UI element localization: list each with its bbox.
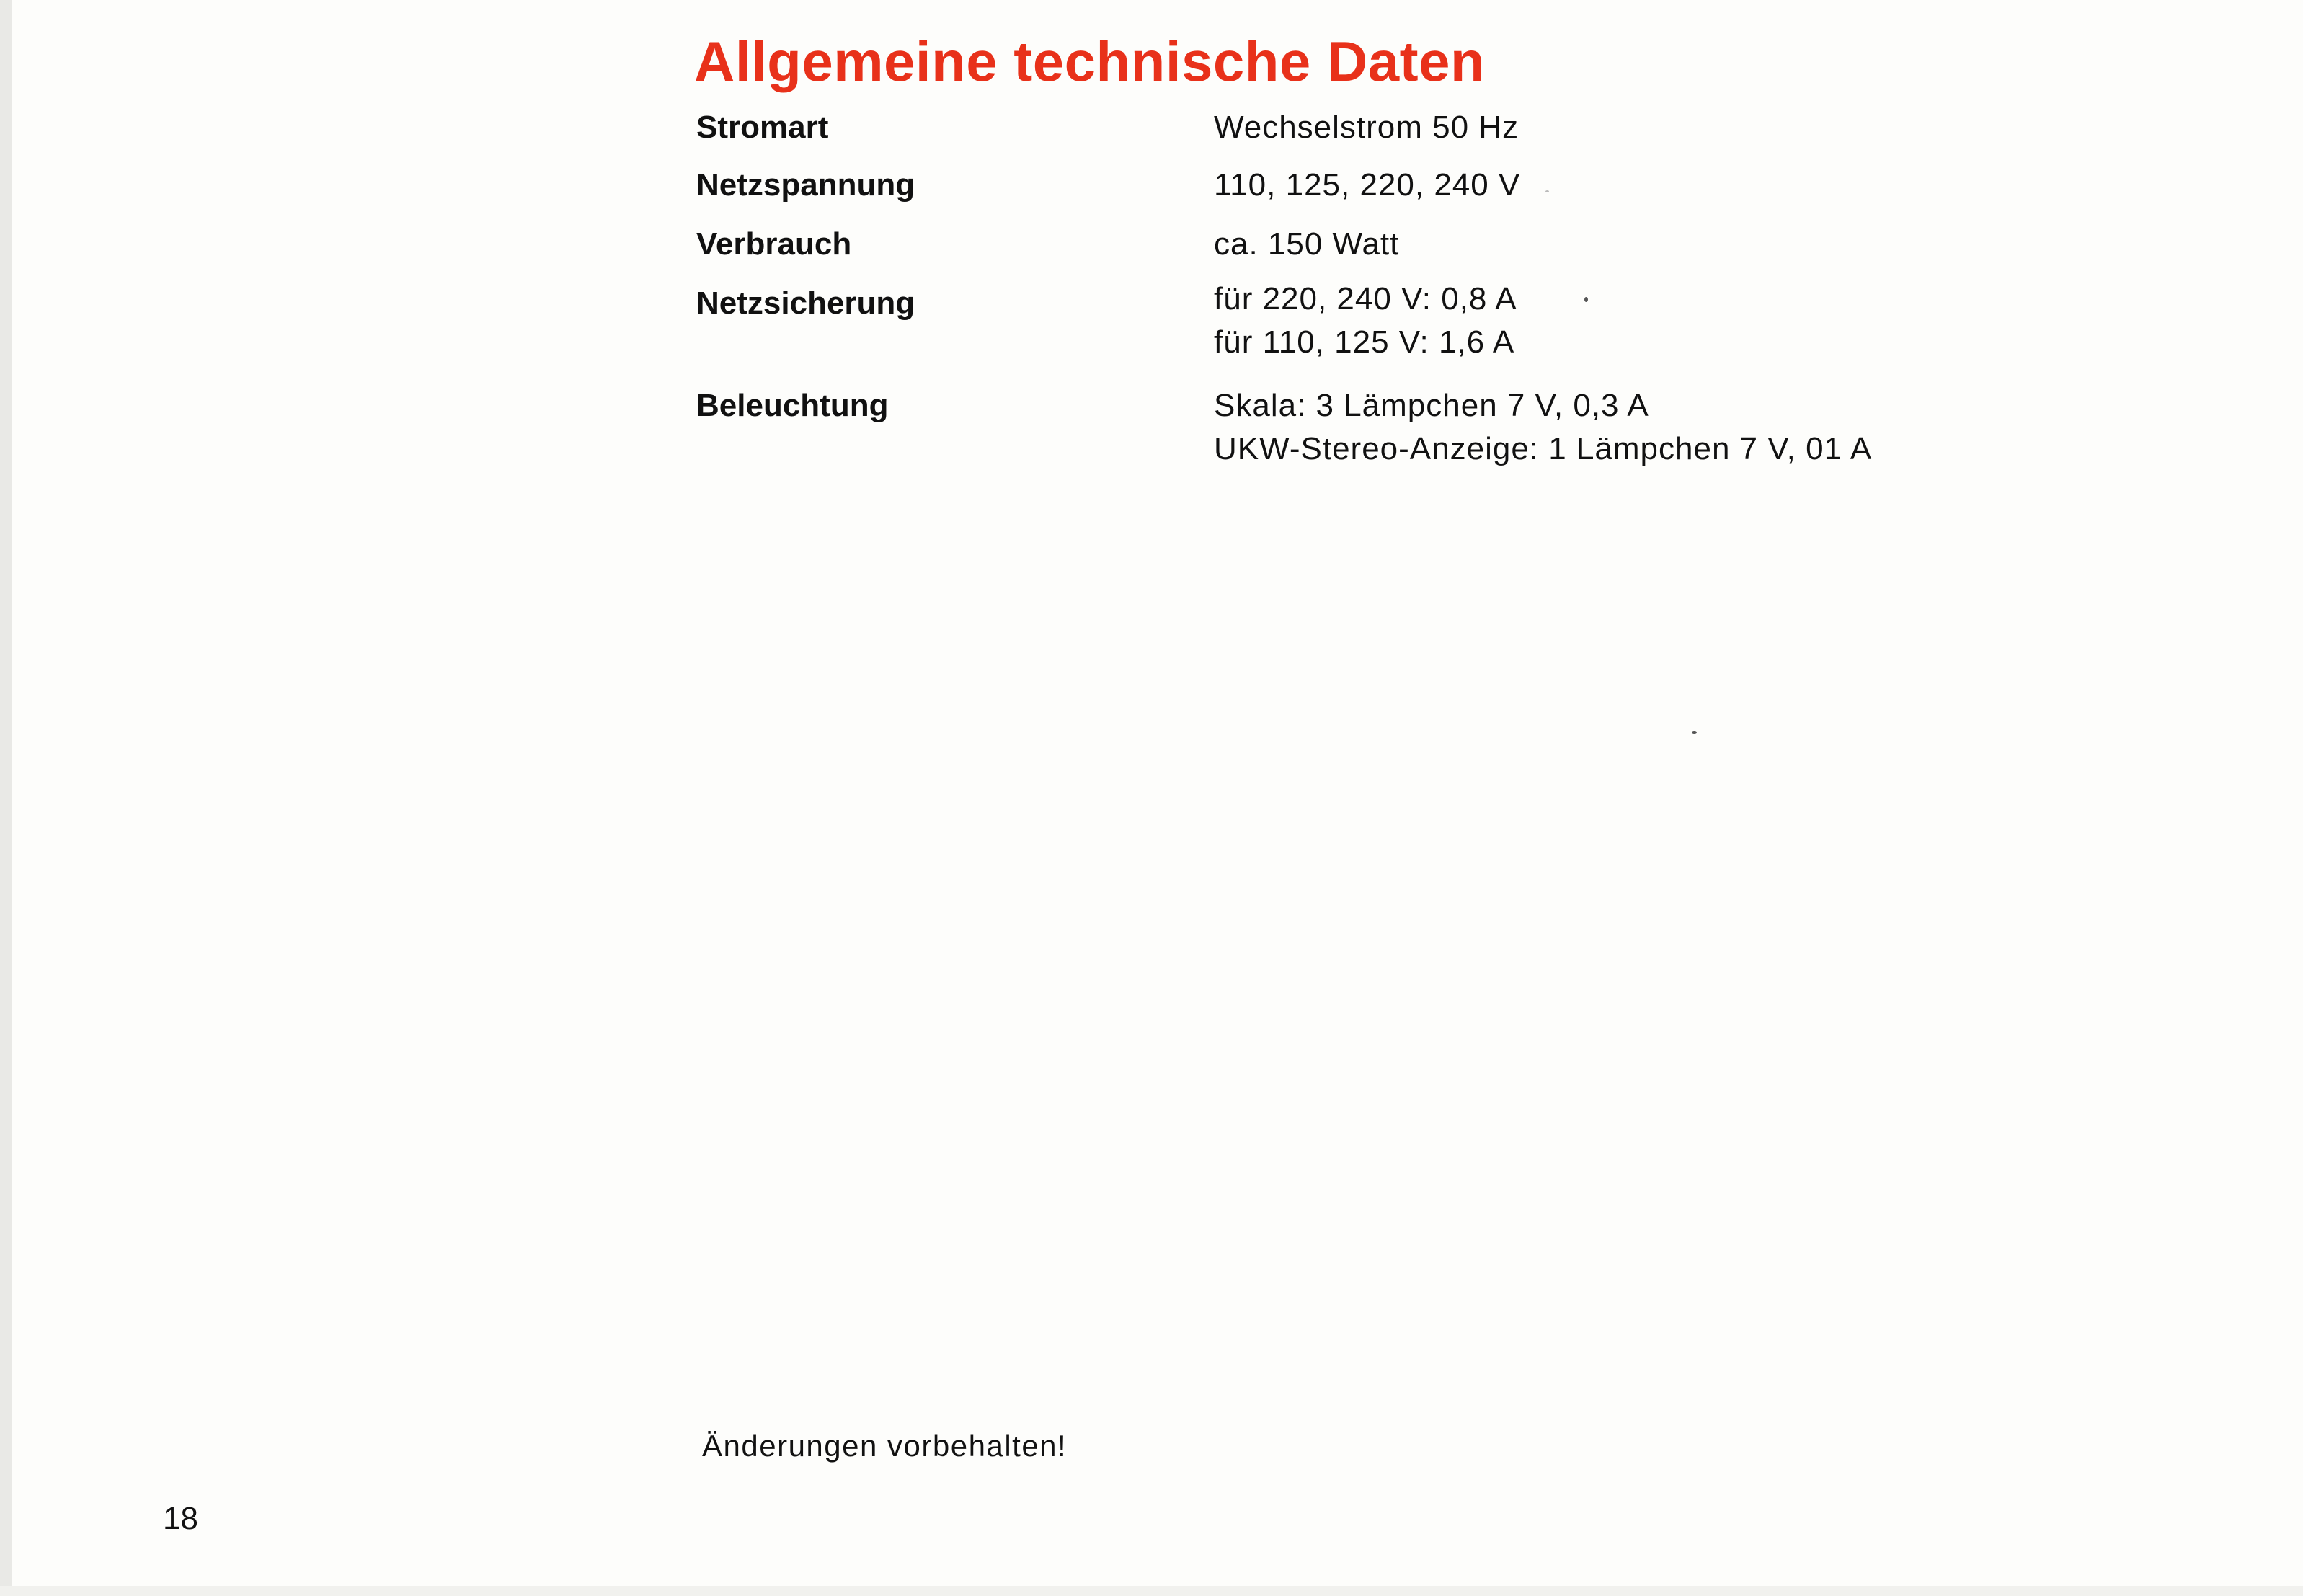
spec-value-beleuchtung-1: Skala: 3 Lämpchen 7 V, 0,3 A: [1214, 388, 1649, 423]
print-speck: [1692, 731, 1697, 734]
page-edge-shadow: [0, 0, 12, 1596]
spec-value-stromart: Wechselstrom 50 Hz: [1214, 110, 1519, 145]
footnote: Änderungen vorbehalten!: [702, 1429, 1068, 1463]
print-speck: [1584, 297, 1588, 302]
spec-value-beleuchtung-2: UKW-Stereo-Anzeige: 1 Lämpchen 7 V, 01 A: [1214, 431, 1873, 466]
spec-value-verbrauch: ca. 150 Watt: [1214, 226, 1400, 262]
spec-label-netzspannung: Netzspannung: [696, 167, 915, 203]
page-title: Allgemeine technische Daten: [694, 30, 1486, 93]
spec-value-netzspannung: 110, 125, 220, 240 V: [1214, 167, 1521, 203]
page-number: 18: [163, 1501, 198, 1536]
spec-label-netzsicherung: Netzsicherung: [696, 285, 915, 321]
print-speck: [1545, 190, 1549, 192]
spec-label-verbrauch: Verbrauch: [696, 226, 852, 262]
spec-value-netzsicherung-1: für 220, 240 V: 0,8 A: [1214, 281, 1517, 316]
spec-label-stromart: Stromart: [696, 110, 829, 145]
spec-label-beleuchtung: Beleuchtung: [696, 388, 889, 423]
page-bottom-edge: [0, 1586, 2303, 1596]
spec-value-netzsicherung-2: für 110, 125 V: 1,6 A: [1214, 324, 1515, 360]
